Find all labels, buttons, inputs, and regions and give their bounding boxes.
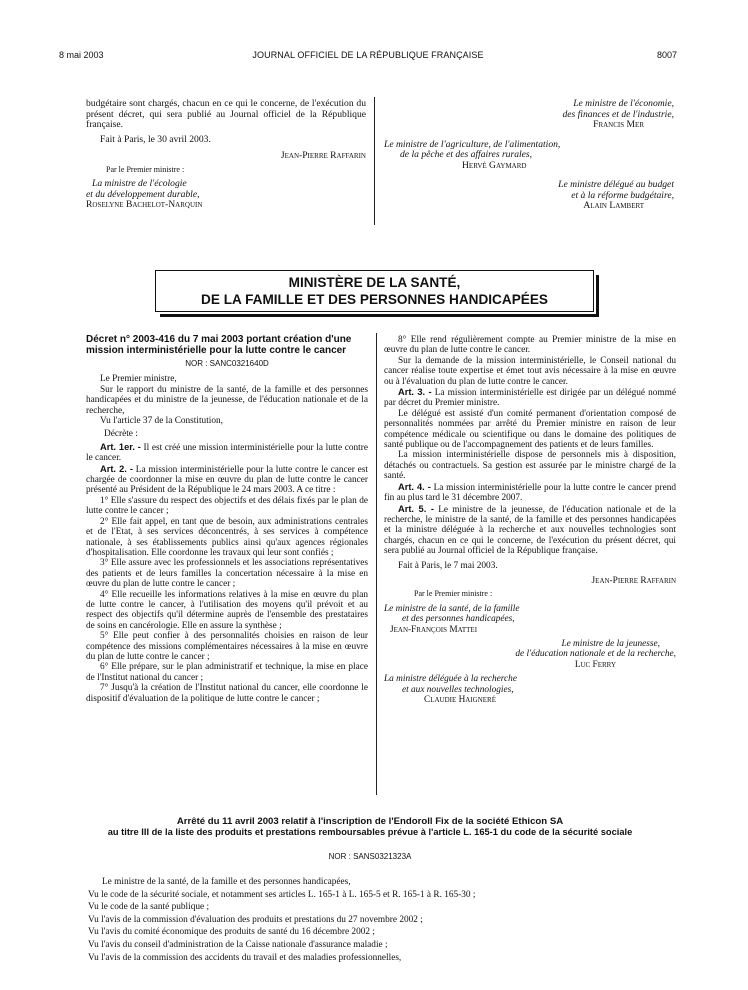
article-1-text: Il est créé une mission interministérielle pour la lutte contre le cancer. [86, 442, 368, 464]
minister-3-name: Claudie Haigneré [424, 695, 497, 705]
signatory-a-title-1: Le ministre de l'économie, [573, 98, 674, 109]
article-1-label: Art. 1er. - [100, 441, 141, 452]
ministry-line-1: MINISTÈRE DE LA SANTÉ, [288, 275, 461, 290]
arrete-section [60, 816, 680, 877]
signatory-c-title-2: et à la réforme budgétaire, [571, 189, 674, 201]
visa-line: Le ministre de la santé, de la famille et des personnes handicapées, [102, 877, 351, 887]
arrete-visas [88, 877, 680, 965]
visa-line: Vu l'avis de la commission d'évaluation des produits et prestations du 27 novembre 2002 ; [88, 914, 423, 925]
header-page-number: 8007 [656, 50, 677, 60]
decree-intro-3: Vu l'article 37 de la Constitution, [100, 416, 223, 427]
minister-name: Roselyne Bachelot-Narquin [86, 199, 203, 210]
arrete-title-2: au titre III de la liste des produits et prestations remboursables prévue à l'article L. 165-1 du code de la sécurité sociale [107, 827, 633, 837]
article-5-label: Art. 5. - [398, 503, 434, 514]
minister-1-title-a: Le ministre de la santé, de la famille [384, 603, 520, 614]
article-4-label: Art. 4. - [398, 481, 431, 492]
header-journal-title: JOURNAL OFFICIEL DE LA RÉPUBLIQUE FRANÇAISE [252, 50, 484, 60]
decree-par-premier-ministre: Par le Premier ministre : [414, 589, 493, 599]
ministry-line-2: DE LA FAMILLE ET DES PERSONNES HANDICAPÉES [201, 292, 548, 307]
par-le-premier-ministre: Par le Premier ministre : [106, 164, 185, 174]
signature-prime-minister: Jean-Pierre Raffarin [280, 150, 366, 161]
minister-3-title-b: et aux nouvelles technologies, [402, 684, 514, 695]
article-5-text: Le ministre de la jeunesse, de l'éducation nationale et de la recherche, le ministre de la santé, de la famille et des personnes handicapées et la ministre déléguée à la recherche et aux nouvelles technologies sont chargés, chacun en ce qui le concerne, de l'exécution du présent décret, qui sera publié au Journal officiel de la République française. [384, 504, 676, 557]
visa-line: Vu le code de la sécurité sociale, et notamment ses articles L. 165-1 à L. 165-5 et R. 165-1 à R. 165-30 ; [88, 889, 476, 900]
fait-a-paris: Fait à Paris, le 30 avril 2003. [100, 133, 211, 145]
personnels-paragraph: La mission interministérielle dispose de personnels mis à disposition, détachés ou contractuels. Sa gestion est assurée par le ministre chargé de la santé. [384, 450, 676, 482]
item-5: 5° Elle peut confier à des personnalités choisies en raison de leur compétence des missions complémentaires nécessaires à la mise en œuvre du plan de lutte contre le cancer ; [86, 631, 368, 662]
decree-intro-2: Sur le rapport du ministre de la santé, de la famille et des personnes handicapées et du ministre de la jeunesse, de l'éducation nationale et de la recherche, [86, 384, 368, 416]
visa-line: Vu l'avis du conseil d'administration de la Caisse nationale d'assurance maladie ; [88, 939, 388, 950]
closing-paragraph: budgétaire sont chargés, chacun en ce qui le concerne, de l'exécution du présent décret, qui sera publié au Journal officiel de la République française. [86, 98, 366, 130]
top-left-column [86, 99, 366, 211]
signatory-b-title-2: de la pêche et des affaires rurales, [400, 149, 533, 160]
column-divider [374, 97, 375, 225]
delegue-paragraph: Le délégué est assisté d'un comité permanent d'orientation composé de personnalités nommées par arrêté du Premier ministre en raison de leur compétence médicale ou scientifique ou dans le domaine des politiques de santé publique ou de l'accompagnement des patients et de leurs familles. [384, 408, 676, 451]
item-7: 7° Jusqu'à la création de l'Institut national du cancer, elle coordonne le dispositif d'évaluation de la politique de lutte contre le cancer ; [86, 683, 368, 704]
item-4: 4° Elle recueille les informations relatives à la mise en œuvre du plan de lutte contre le cancer, à l'utilisation des moyens qu'il prévoit et au respect des objectifs qu'il détermine auprès de l'ensemble des prestataires de soins en cancérologie. Elle en assure la synthèse ; [86, 589, 368, 631]
visa-line: Vu le code de la santé publique ; [88, 902, 210, 913]
conseil-national-paragraph: Sur la demande de la mission interministérielle, le Conseil national du cancer réalise toute expertise et émet tout avis nécessaire à la mise en œuvre ou à l'évaluation du plan de lutte contre le cancer. [384, 355, 676, 387]
article-3-text: La mission interministérielle est dirigée par un délégué nommé par décret du Premier ministre. [384, 388, 677, 409]
signatory-a-title-2: des finances et de l'industrie, [562, 108, 674, 120]
decree-nor: NOR : SANC0321640D [185, 359, 269, 368]
top-right-column [384, 99, 674, 212]
visa-line: Vu l'avis de la commission des accidents du travail et des maladies professionnelles, [88, 952, 402, 963]
signatory-b-name: Hervé Gaymard [462, 159, 527, 171]
decree-fait: Fait à Paris, le 7 mai 2003. [398, 560, 498, 571]
minister-3-title-a: La ministre déléguée à la recherche [384, 674, 517, 685]
decree-column-divider [376, 333, 377, 795]
item-1: 1° Elle s'assure du respect des objectifs et des délais fixés par le plan de lutte contre le cancer ; [86, 495, 368, 517]
signatory-b-title-1: Le ministre de l'agriculture, de l'alimentation, [384, 138, 561, 150]
decree-intro-1: Le Premier ministre, [100, 374, 177, 385]
minister-2-name: Luc Ferry [574, 659, 616, 670]
article-2-label: Art. 2. - [100, 463, 133, 474]
signatory-c-title-1: Le ministre délégué au budget [558, 179, 674, 190]
decree-decrete: Décrète : [104, 429, 138, 440]
article-3-label: Art. 3. - [398, 387, 432, 398]
minister-2-title-a: Le ministre de la jeunesse, [561, 638, 660, 649]
decree-signature: Jean-Pierre Raffarin [591, 575, 676, 586]
page-header [59, 50, 677, 60]
article-2-text: La mission interministérielle pour la lutte contre le cancer est chargée de coordonner la mise en œuvre du plan de lutte contre le cancer présenté au Président de la République le 24 mars 2003. A ce titre : [86, 464, 369, 496]
visa-line: Vu l'avis du comité économique des produits de santé du 16 décembre 2002 ; [88, 927, 375, 938]
header-date: 8 mai 2003 [59, 50, 104, 60]
decree-left-column [86, 335, 368, 704]
minister-1-title-b: et des personnes handicapées, [402, 614, 515, 625]
item-3: 3° Elle assure avec les professionnels et les associations représentatives des patients et de leurs familles la concertation nécessaire à la mise en œuvre du plan de lutte contre le cancer ; [86, 558, 368, 590]
arrete-nor: NOR : SANS0321323A [328, 852, 412, 861]
minister-2-title-b: de l'éducation nationale et de la recherche, [515, 649, 676, 660]
minister-title-2: et du développement durable, [86, 188, 200, 200]
ministry-heading-box [155, 270, 594, 312]
decree-right-column [384, 335, 676, 705]
minister-1-name: Jean-François Mattei [390, 624, 478, 635]
decree-title: Décret n° 2003-416 du 7 mai 2003 portant création d'une mission interministérielle pour la lutte contre le cancer [86, 334, 352, 356]
item-2: 2° Elle fait appel, en tant que de besoin, aux administrations centrales et de l'Etat, à ses services déconcentrés, à ses services à compétence nationale, à ses établissements publics ainsi qu'aux agences régionales d'hospitalisation. Elle coordonne les travaux qui leur sont confiés ; [86, 516, 368, 558]
signatory-c-name: Alain Lambert [583, 200, 644, 211]
arrete-title-1: Arrêté du 11 avril 2003 relatif à l'inscription de l'Endoroll Fix de la société Ethicon SA [176, 816, 564, 827]
item-8: 8° Elle rend régulièrement compte au Premier ministre de la mise en œuvre du plan de lutte contre le cancer. [384, 335, 676, 356]
article-4-text: La mission interministérielle pour la lutte contre le cancer prend fin au plus tard le 31 décembre 2007. [384, 482, 677, 504]
minister-title-1: La ministre de l'écologie [92, 178, 187, 189]
item-6: 6° Elle prépare, sur le plan administratif et technique, la mise en place de l'Institut national du cancer ; [86, 662, 368, 683]
signatory-a-name: Francis Mer [593, 119, 644, 130]
